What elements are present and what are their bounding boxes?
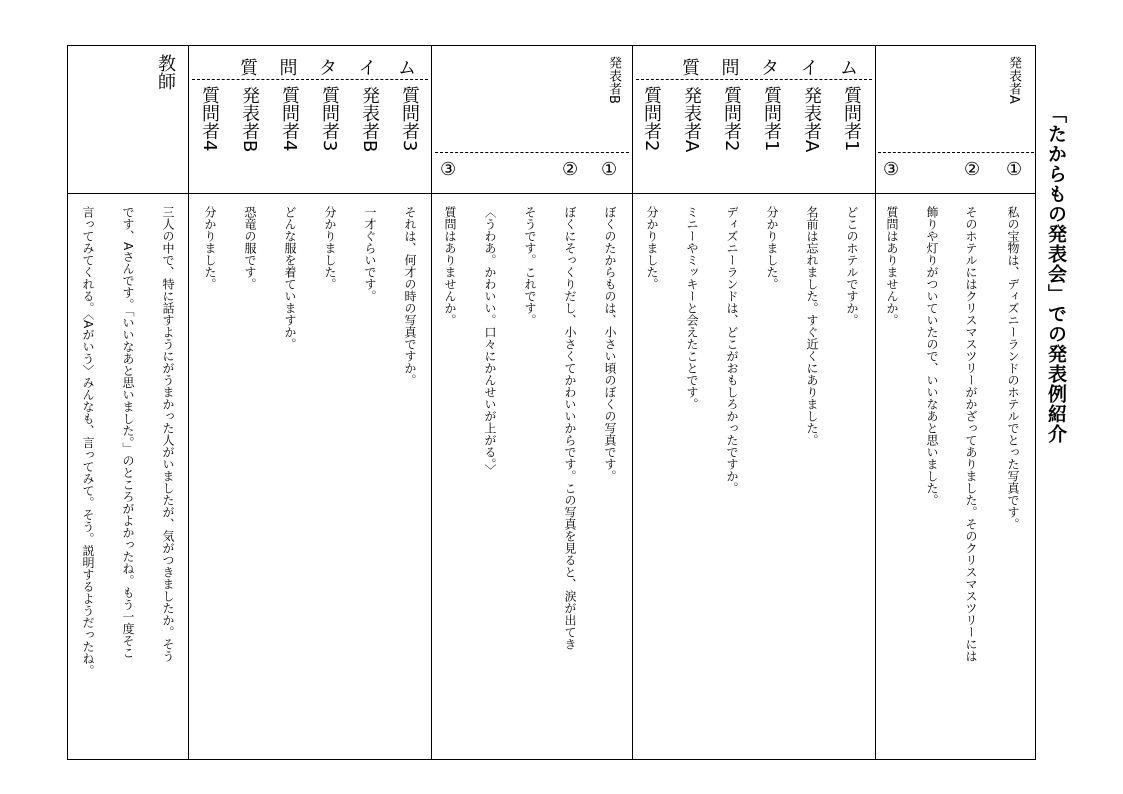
body-line: ミニーやミッキーと会えたことです。 [685, 206, 699, 410]
speaker-label: 発表者B [239, 86, 260, 153]
dashed-divider [192, 79, 428, 80]
page-title: 「たからもの発表会」での発表例紹介 [1045, 104, 1067, 444]
num-2: ② [562, 159, 579, 180]
column-divider [431, 46, 432, 759]
speaker-label: 質問者2 [641, 86, 662, 152]
question-time-header [682, 54, 858, 80]
body-line: ぼくにそっくりだし、小さくてかわいいからです。この写真を見ると、涙が出てき [563, 206, 577, 650]
body-line: 〈うわあ。かわいい。口々にかんせいが上がる。〉 [483, 206, 497, 476]
body-line: どんな服を着ていますか。 [283, 206, 297, 350]
speaker-label: 質問者4 [199, 86, 220, 152]
body-line: そうです。これです。 [523, 206, 537, 326]
body-line: 言ってみてくれる。〈Aがいう〉みんなも、言ってみて。そう。説明するようだったね。 [81, 206, 95, 677]
body-line: 名前は忘れました。すぐ近くにありました。 [805, 206, 819, 446]
body-line: そのホテルにはクリスマスツリーがかざってありました。そのクリスマスツリーには [964, 206, 978, 662]
question-time-header [240, 54, 416, 80]
body-line: 分かりました。 [203, 206, 217, 290]
presenter-a-label: 発表者A [1006, 56, 1021, 104]
num-3: ③ [883, 159, 900, 180]
qt-char: 質 [240, 58, 258, 79]
teacher-label: 教師 [155, 54, 176, 90]
body-line: それは、何才の時の写真ですか。 [403, 206, 417, 386]
body-line: 一才ぐらいです。 [363, 206, 377, 302]
body-line: 分かりました。 [323, 206, 337, 290]
column-divider [188, 46, 189, 759]
speaker-label: 質問者1 [761, 86, 782, 152]
qt-char: タ [319, 58, 337, 79]
speaker-label: 発表者A [801, 86, 822, 153]
qt-char: 問 [721, 58, 740, 79]
body-line: 分かりました。 [765, 206, 779, 290]
body-line: 恐竜の服です。 [243, 206, 257, 290]
num-1: ① [1006, 159, 1023, 180]
body-line: 質問はありませんか。 [885, 206, 899, 326]
column-divider [632, 46, 633, 759]
body-line: どこのホテルですか。 [845, 206, 859, 326]
speaker-label: 質問者3 [319, 86, 340, 152]
body-line: ぼくのたからものは、小さい頃のぼくの写真です。 [603, 206, 617, 482]
body-line: 三人の中で、特に話すようにがうまかった人がいましたが、気がつきましたか。そう [161, 206, 175, 662]
body-line: 分かりました。 [645, 206, 659, 290]
dashed-divider [435, 152, 629, 153]
qt-char: ム [840, 58, 858, 79]
speaker-label: 発表者B [359, 86, 380, 153]
num-3: ③ [440, 159, 457, 180]
qt-char: ム [398, 58, 416, 79]
body-line: 質問はありませんか。 [443, 206, 457, 326]
speaker-label: 発表者A [681, 86, 702, 153]
qt-char: 質 [682, 58, 700, 79]
body-line: です、Aさんです。「いいなあと思いました。」のところがよかったね。もう一度そこ [121, 206, 135, 659]
speaker-label: 質問者3 [399, 86, 420, 152]
speaker-label: 質問者2 [721, 86, 742, 152]
speaker-label: 質問者4 [279, 86, 300, 152]
num-1: ① [601, 159, 618, 180]
column-divider [875, 46, 876, 759]
header-divider [68, 193, 1035, 194]
body-line: 私の宝物は、ディズニーランドのホテルでとった写真です。 [1006, 206, 1020, 530]
body-line: ディズニーランドは、どこがおもしろかったですか。 [725, 206, 739, 494]
qt-char: 問 [279, 58, 298, 79]
qt-char: タ [761, 58, 779, 79]
speaker-label: 質問者1 [841, 86, 862, 152]
presenter-b-label: 発表者B [606, 56, 621, 104]
presentation-sheet [67, 45, 1036, 760]
dashed-divider [878, 152, 1034, 153]
body-line: 飾りや灯りがついていたので、いいなあと思いました。 [925, 206, 939, 506]
qt-char: イ [800, 58, 819, 79]
num-2: ② [964, 159, 981, 180]
dashed-divider [636, 79, 872, 80]
qt-char: イ [358, 58, 377, 79]
